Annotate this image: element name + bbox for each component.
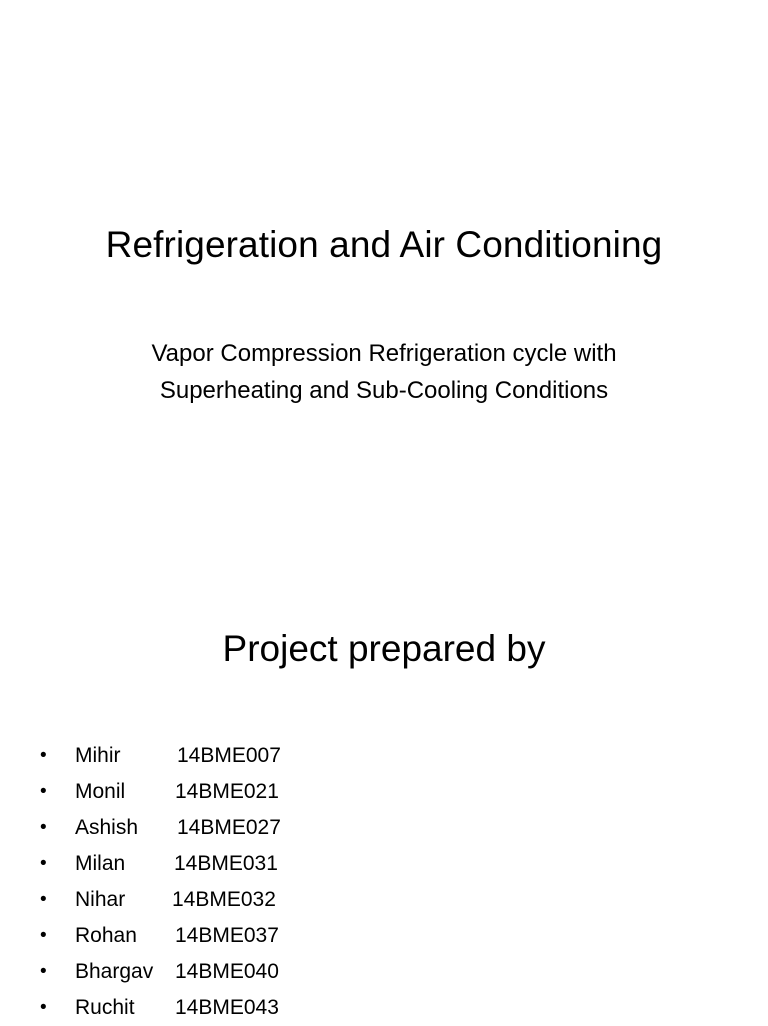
member-id: 14BME037 bbox=[175, 924, 279, 947]
member-name: Milan bbox=[75, 852, 126, 875]
bullet-icon: • bbox=[40, 745, 47, 766]
bullet-icon: • bbox=[40, 889, 47, 910]
member-id: 14BME043 bbox=[175, 996, 279, 1019]
bullet-icon: • bbox=[40, 817, 47, 838]
member-id: 14BME007 bbox=[177, 744, 281, 767]
member-id: 14BME021 bbox=[175, 780, 279, 803]
slide-title: Refrigeration and Air Conditioning bbox=[105, 224, 663, 265]
bullet-icon: • bbox=[40, 997, 47, 1018]
member-id: 14BME032 bbox=[172, 888, 276, 911]
member-name: Ruchit bbox=[75, 996, 135, 1019]
subtitle-line: Superheating and Sub-Cooling Conditions bbox=[159, 377, 609, 404]
member-name: Nihar bbox=[75, 888, 126, 911]
member-id: 14BME040 bbox=[175, 960, 279, 983]
bullet-icon: • bbox=[40, 853, 47, 874]
slide-subtitle bbox=[60, 335, 708, 409]
bullet-icon: • bbox=[40, 925, 47, 946]
member-name: Monil bbox=[75, 780, 126, 803]
member-name: Bhargav bbox=[75, 960, 154, 983]
member-name: Rohan bbox=[75, 924, 137, 947]
member-id: 14BME031 bbox=[174, 852, 278, 875]
section-heading: Project prepared by bbox=[222, 628, 546, 669]
member-name: Ashish bbox=[75, 816, 139, 839]
bullet-icon: • bbox=[40, 961, 47, 982]
subtitle-line: Vapor Compression Refrigeration cycle with bbox=[151, 340, 617, 367]
member-id: 14BME027 bbox=[177, 816, 281, 839]
bullet-icon: • bbox=[40, 781, 47, 802]
member-name: Mihir bbox=[75, 744, 121, 767]
